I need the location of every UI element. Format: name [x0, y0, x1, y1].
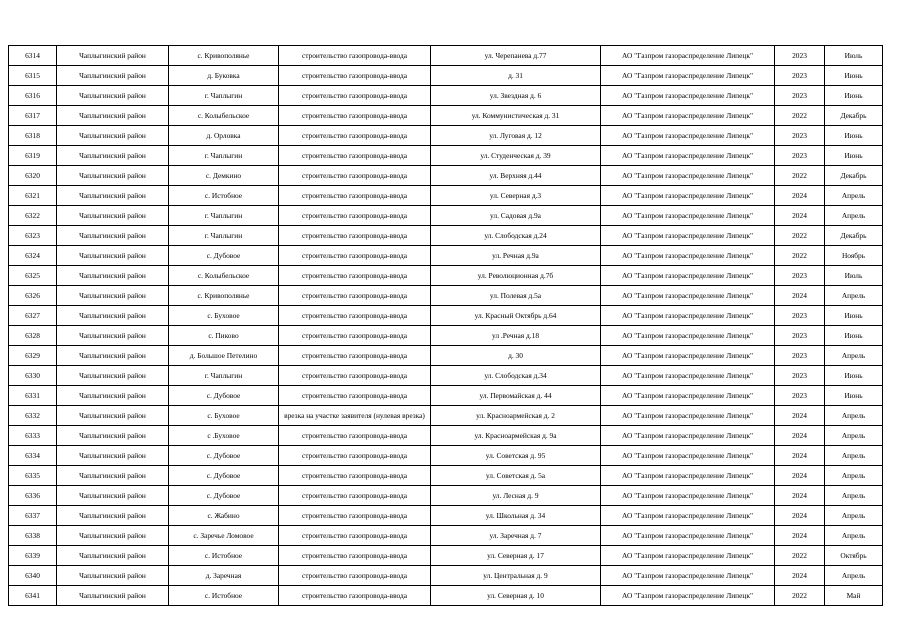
- work-type-cell: строительство газопровода-ввода: [279, 366, 431, 386]
- month-cell: Июнь: [825, 326, 883, 346]
- year-cell: 2024: [775, 286, 825, 306]
- address-cell: ул .Речная д.18: [431, 326, 601, 346]
- settlement-cell: с. Кривополянье: [169, 46, 279, 66]
- month-cell: Июнь: [825, 386, 883, 406]
- address-cell: ул. Звездная д. 6: [431, 86, 601, 106]
- work-type-cell: строительство газопровода-ввода: [279, 46, 431, 66]
- organization-cell: АО "Газпром газораспределение Липецк": [601, 346, 775, 366]
- organization-cell: АО "Газпром газораспределение Липецк": [601, 46, 775, 66]
- month-cell: Июнь: [825, 66, 883, 86]
- table-row: [9, 526, 883, 546]
- organization-cell: АО "Газпром газораспределение Липецк": [601, 126, 775, 146]
- work-type-cell: строительство газопровода-ввода: [279, 486, 431, 506]
- address-cell: ул. Речная д.9а: [431, 246, 601, 266]
- organization-cell: АО "Газпром газораспределение Липецк": [601, 266, 775, 286]
- month-cell: Июль: [825, 46, 883, 66]
- address-cell: ул. Красноармейская д. 2: [431, 406, 601, 426]
- settlement-cell: с .Буховое: [169, 426, 279, 446]
- district-cell: Чаплыгинский район: [57, 586, 169, 606]
- district-cell: Чаплыгинский район: [57, 106, 169, 126]
- year-cell: 2024: [775, 446, 825, 466]
- year-cell: 2023: [775, 126, 825, 146]
- work-type-cell: строительство газопровода-ввода: [279, 126, 431, 146]
- settlement-cell: с. Пиково: [169, 326, 279, 346]
- settlement-cell: с. Дубовое: [169, 246, 279, 266]
- settlement-cell: с. Истобное: [169, 586, 279, 606]
- district-cell: Чаплыгинский район: [57, 186, 169, 206]
- settlement-cell: д. Большое Петелино: [169, 346, 279, 366]
- district-cell: Чаплыгинский район: [57, 326, 169, 346]
- month-cell: Апрель: [825, 186, 883, 206]
- row-number-cell: 6321: [9, 186, 57, 206]
- district-cell: Чаплыгинский район: [57, 466, 169, 486]
- year-cell: 2024: [775, 206, 825, 226]
- work-type-cell: врезка на участке заявителя (нулевая врезка): [279, 406, 431, 426]
- work-type-cell: строительство газопровода-ввода: [279, 306, 431, 326]
- year-cell: 2023: [775, 86, 825, 106]
- row-number-cell: 6323: [9, 226, 57, 246]
- month-cell: Декабрь: [825, 166, 883, 186]
- year-cell: 2022: [775, 106, 825, 126]
- year-cell: 2024: [775, 406, 825, 426]
- month-cell: Апрель: [825, 346, 883, 366]
- year-cell: 2023: [775, 366, 825, 386]
- year-cell: 2022: [775, 546, 825, 566]
- organization-cell: АО "Газпром газораспределение Липецк": [601, 246, 775, 266]
- organization-cell: АО "Газпром газораспределение Липецк": [601, 226, 775, 246]
- organization-cell: АО "Газпром газораспределение Липецк": [601, 586, 775, 606]
- row-number-cell: 6316: [9, 86, 57, 106]
- settlement-cell: с. Дубовое: [169, 486, 279, 506]
- work-type-cell: строительство газопровода-ввода: [279, 146, 431, 166]
- work-type-cell: строительство газопровода-ввода: [279, 286, 431, 306]
- row-number-cell: 6317: [9, 106, 57, 126]
- table-row: [9, 166, 883, 186]
- row-number-cell: 6330: [9, 366, 57, 386]
- month-cell: Апрель: [825, 406, 883, 426]
- organization-cell: АО "Газпром газораспределение Липецк": [601, 426, 775, 446]
- settlement-cell: г. Чаплыгин: [169, 206, 279, 226]
- district-cell: Чаплыгинский район: [57, 346, 169, 366]
- address-cell: ул. Коммунистическая д. 31: [431, 106, 601, 126]
- row-number-cell: 6333: [9, 426, 57, 446]
- document-page: [8, 45, 882, 606]
- address-cell: ул. Луговая д. 12: [431, 126, 601, 146]
- district-cell: Чаплыгинский район: [57, 566, 169, 586]
- organization-cell: АО "Газпром газораспределение Липецк": [601, 106, 775, 126]
- row-number-cell: 6327: [9, 306, 57, 326]
- work-type-cell: строительство газопровода-ввода: [279, 346, 431, 366]
- settlement-cell: с. Колыбельское: [169, 106, 279, 126]
- work-type-cell: строительство газопровода-ввода: [279, 586, 431, 606]
- row-number-cell: 6331: [9, 386, 57, 406]
- organization-cell: АО "Газпром газораспределение Липецк": [601, 146, 775, 166]
- month-cell: Апрель: [825, 446, 883, 466]
- month-cell: Апрель: [825, 486, 883, 506]
- month-cell: Апрель: [825, 506, 883, 526]
- district-cell: Чаплыгинский район: [57, 246, 169, 266]
- organization-cell: АО "Газпром газораспределение Липецк": [601, 166, 775, 186]
- work-type-cell: строительство газопровода-ввода: [279, 106, 431, 126]
- district-cell: Чаплыгинский район: [57, 366, 169, 386]
- table-row: [9, 206, 883, 226]
- row-number-cell: 6338: [9, 526, 57, 546]
- table-row: [9, 346, 883, 366]
- work-type-cell: строительство газопровода-ввода: [279, 466, 431, 486]
- month-cell: Июнь: [825, 86, 883, 106]
- organization-cell: АО "Газпром газораспределение Липецк": [601, 86, 775, 106]
- organization-cell: АО "Газпром газораспределение Липецк": [601, 466, 775, 486]
- organization-cell: АО "Газпром газораспределение Липецк": [601, 66, 775, 86]
- settlement-cell: с. Демкино: [169, 166, 279, 186]
- month-cell: Апрель: [825, 566, 883, 586]
- work-type-cell: строительство газопровода-ввода: [279, 546, 431, 566]
- district-cell: Чаплыгинский район: [57, 46, 169, 66]
- year-cell: 2024: [775, 526, 825, 546]
- month-cell: Декабрь: [825, 226, 883, 246]
- month-cell: Июнь: [825, 146, 883, 166]
- year-cell: 2022: [775, 246, 825, 266]
- organization-cell: АО "Газпром газораспределение Липецк": [601, 306, 775, 326]
- month-cell: Декабрь: [825, 106, 883, 126]
- district-cell: Чаплыгинский район: [57, 66, 169, 86]
- address-cell: д. 30: [431, 346, 601, 366]
- settlement-cell: с. Дубовое: [169, 446, 279, 466]
- district-cell: Чаплыгинский район: [57, 426, 169, 446]
- address-cell: ул. Северная д.3: [431, 186, 601, 206]
- year-cell: 2024: [775, 466, 825, 486]
- row-number-cell: 6335: [9, 466, 57, 486]
- settlement-cell: г. Чаплыгин: [169, 226, 279, 246]
- district-cell: Чаплыгинский район: [57, 406, 169, 426]
- settlement-cell: с. Истобное: [169, 546, 279, 566]
- month-cell: Июнь: [825, 366, 883, 386]
- month-cell: Апрель: [825, 426, 883, 446]
- district-cell: Чаплыгинский район: [57, 526, 169, 546]
- row-number-cell: 6320: [9, 166, 57, 186]
- organization-cell: АО "Газпром газораспределение Липецк": [601, 366, 775, 386]
- table-row: [9, 46, 883, 66]
- table-row: [9, 486, 883, 506]
- work-type-cell: строительство газопровода-ввода: [279, 66, 431, 86]
- row-number-cell: 6328: [9, 326, 57, 346]
- year-cell: 2022: [775, 166, 825, 186]
- table-row: [9, 386, 883, 406]
- year-cell: 2023: [775, 66, 825, 86]
- year-cell: 2023: [775, 306, 825, 326]
- row-number-cell: 6326: [9, 286, 57, 306]
- district-cell: Чаплыгинский район: [57, 86, 169, 106]
- row-number-cell: 6336: [9, 486, 57, 506]
- district-cell: Чаплыгинский район: [57, 386, 169, 406]
- work-type-cell: строительство газопровода-ввода: [279, 386, 431, 406]
- row-number-cell: 6332: [9, 406, 57, 426]
- settlement-cell: с. Заречье Ломовое: [169, 526, 279, 546]
- district-cell: Чаплыгинский район: [57, 486, 169, 506]
- row-number-cell: 6315: [9, 66, 57, 86]
- work-type-cell: строительство газопровода-ввода: [279, 266, 431, 286]
- district-cell: Чаплыгинский район: [57, 306, 169, 326]
- district-cell: Чаплыгинский район: [57, 286, 169, 306]
- address-cell: ул. Заречная д. 7: [431, 526, 601, 546]
- settlement-cell: д. Орловка: [169, 126, 279, 146]
- address-cell: ул. Центральная д. 9: [431, 566, 601, 586]
- settlement-cell: г. Чаплыгин: [169, 366, 279, 386]
- year-cell: 2024: [775, 186, 825, 206]
- address-cell: ул. Красный Октябрь д.64: [431, 306, 601, 326]
- organization-cell: АО "Газпром газораспределение Липецк": [601, 186, 775, 206]
- row-number-cell: 6322: [9, 206, 57, 226]
- year-cell: 2023: [775, 346, 825, 366]
- address-cell: ул. Школьная д. 34: [431, 506, 601, 526]
- work-type-cell: строительство газопровода-ввода: [279, 566, 431, 586]
- table-row: [9, 146, 883, 166]
- work-type-cell: строительство газопровода-ввода: [279, 526, 431, 546]
- row-number-cell: 6340: [9, 566, 57, 586]
- table-row: [9, 226, 883, 246]
- row-number-cell: 6334: [9, 446, 57, 466]
- table-row: [9, 446, 883, 466]
- settlement-cell: с. Дубовое: [169, 386, 279, 406]
- work-type-cell: строительство газопровода-ввода: [279, 226, 431, 246]
- year-cell: 2024: [775, 486, 825, 506]
- settlement-cell: д. Буковка: [169, 66, 279, 86]
- gas-connection-table: [8, 45, 883, 606]
- address-cell: ул. Северная д. 17: [431, 546, 601, 566]
- work-type-cell: строительство газопровода-ввода: [279, 426, 431, 446]
- row-number-cell: 6324: [9, 246, 57, 266]
- address-cell: ул. Революционная д.7б: [431, 266, 601, 286]
- settlement-cell: с. Кривополянье: [169, 286, 279, 306]
- table-row: [9, 306, 883, 326]
- year-cell: 2023: [775, 326, 825, 346]
- settlement-cell: с. Дубовое: [169, 466, 279, 486]
- address-cell: ул. Верхняя д.44: [431, 166, 601, 186]
- month-cell: Апрель: [825, 526, 883, 546]
- row-number-cell: 6325: [9, 266, 57, 286]
- work-type-cell: строительство газопровода-ввода: [279, 206, 431, 226]
- address-cell: ул. Советская д. 5а: [431, 466, 601, 486]
- settlement-cell: д. Заречная: [169, 566, 279, 586]
- row-number-cell: 6341: [9, 586, 57, 606]
- table-row: [9, 326, 883, 346]
- settlement-cell: с. Буховое: [169, 406, 279, 426]
- table-row: [9, 86, 883, 106]
- district-cell: Чаплыгинский район: [57, 166, 169, 186]
- settlement-cell: с. Истобное: [169, 186, 279, 206]
- month-cell: Май: [825, 586, 883, 606]
- organization-cell: АО "Газпром газораспределение Липецк": [601, 486, 775, 506]
- organization-cell: АО "Газпром газораспределение Липецк": [601, 566, 775, 586]
- address-cell: ул. Слободская д.24: [431, 226, 601, 246]
- year-cell: 2022: [775, 226, 825, 246]
- address-cell: ул. Садовая д.9а: [431, 206, 601, 226]
- year-cell: 2024: [775, 506, 825, 526]
- table-row: [9, 266, 883, 286]
- row-number-cell: 6337: [9, 506, 57, 526]
- table-row: [9, 586, 883, 606]
- district-cell: Чаплыгинский район: [57, 206, 169, 226]
- work-type-cell: строительство газопровода-ввода: [279, 326, 431, 346]
- table-row: [9, 466, 883, 486]
- month-cell: Июнь: [825, 126, 883, 146]
- year-cell: 2023: [775, 266, 825, 286]
- organization-cell: АО "Газпром газораспределение Липецк": [601, 206, 775, 226]
- table-row: [9, 286, 883, 306]
- address-cell: ул. Лесная д. 9: [431, 486, 601, 506]
- year-cell: 2023: [775, 146, 825, 166]
- table-row: [9, 426, 883, 446]
- district-cell: Чаплыгинский район: [57, 546, 169, 566]
- table-row: [9, 566, 883, 586]
- table-row: [9, 246, 883, 266]
- address-cell: ул. Советская д. 95: [431, 446, 601, 466]
- year-cell: 2023: [775, 386, 825, 406]
- row-number-cell: 6329: [9, 346, 57, 366]
- settlement-cell: г. Чаплыгин: [169, 146, 279, 166]
- work-type-cell: строительство газопровода-ввода: [279, 246, 431, 266]
- work-type-cell: строительство газопровода-ввода: [279, 506, 431, 526]
- table-row: [9, 406, 883, 426]
- organization-cell: АО "Газпром газораспределение Липецк": [601, 446, 775, 466]
- organization-cell: АО "Газпром газораспределение Липецк": [601, 526, 775, 546]
- year-cell: 2023: [775, 46, 825, 66]
- table-row: [9, 66, 883, 86]
- address-cell: ул. Северная д. 10: [431, 586, 601, 606]
- work-type-cell: строительство газопровода-ввода: [279, 446, 431, 466]
- settlement-cell: с. Буховое: [169, 306, 279, 326]
- table-row: [9, 186, 883, 206]
- settlement-cell: с. Жабино: [169, 506, 279, 526]
- table-body: [9, 46, 883, 606]
- settlement-cell: с. Колыбельское: [169, 266, 279, 286]
- organization-cell: АО "Газпром газораспределение Липецк": [601, 326, 775, 346]
- address-cell: ул. Студенческая д. 39: [431, 146, 601, 166]
- row-number-cell: 6318: [9, 126, 57, 146]
- month-cell: Ноябрь: [825, 246, 883, 266]
- work-type-cell: строительство газопровода-ввода: [279, 186, 431, 206]
- address-cell: ул. Красноармейская д. 9а: [431, 426, 601, 446]
- month-cell: Июль: [825, 266, 883, 286]
- month-cell: Апрель: [825, 206, 883, 226]
- table-row: [9, 366, 883, 386]
- district-cell: Чаплыгинский район: [57, 446, 169, 466]
- month-cell: Апрель: [825, 286, 883, 306]
- address-cell: ул. Первомайская д. 44: [431, 386, 601, 406]
- work-type-cell: строительство газопровода-ввода: [279, 86, 431, 106]
- organization-cell: АО "Газпром газораспределение Липецк": [601, 406, 775, 426]
- year-cell: 2022: [775, 586, 825, 606]
- month-cell: Апрель: [825, 466, 883, 486]
- settlement-cell: г. Чаплыгин: [169, 86, 279, 106]
- table-row: [9, 506, 883, 526]
- address-cell: д. 31: [431, 66, 601, 86]
- address-cell: ул. Черепанева д.77: [431, 46, 601, 66]
- district-cell: Чаплыгинский район: [57, 266, 169, 286]
- organization-cell: АО "Газпром газораспределение Липецк": [601, 546, 775, 566]
- row-number-cell: 6314: [9, 46, 57, 66]
- district-cell: Чаплыгинский район: [57, 506, 169, 526]
- work-type-cell: строительство газопровода-ввода: [279, 166, 431, 186]
- row-number-cell: 6319: [9, 146, 57, 166]
- district-cell: Чаплыгинский район: [57, 226, 169, 246]
- organization-cell: АО "Газпром газораспределение Липецк": [601, 506, 775, 526]
- month-cell: Октябрь: [825, 546, 883, 566]
- month-cell: Июнь: [825, 306, 883, 326]
- table-row: [9, 126, 883, 146]
- table-row: [9, 546, 883, 566]
- row-number-cell: 6339: [9, 546, 57, 566]
- organization-cell: АО "Газпром газораспределение Липецк": [601, 286, 775, 306]
- table-row: [9, 106, 883, 126]
- year-cell: 2024: [775, 426, 825, 446]
- address-cell: ул. Слободская д.34: [431, 366, 601, 386]
- year-cell: 2024: [775, 566, 825, 586]
- district-cell: Чаплыгинский район: [57, 126, 169, 146]
- district-cell: Чаплыгинский район: [57, 146, 169, 166]
- address-cell: ул. Полевая д.5а: [431, 286, 601, 306]
- organization-cell: АО "Газпром газораспределение Липецк": [601, 386, 775, 406]
